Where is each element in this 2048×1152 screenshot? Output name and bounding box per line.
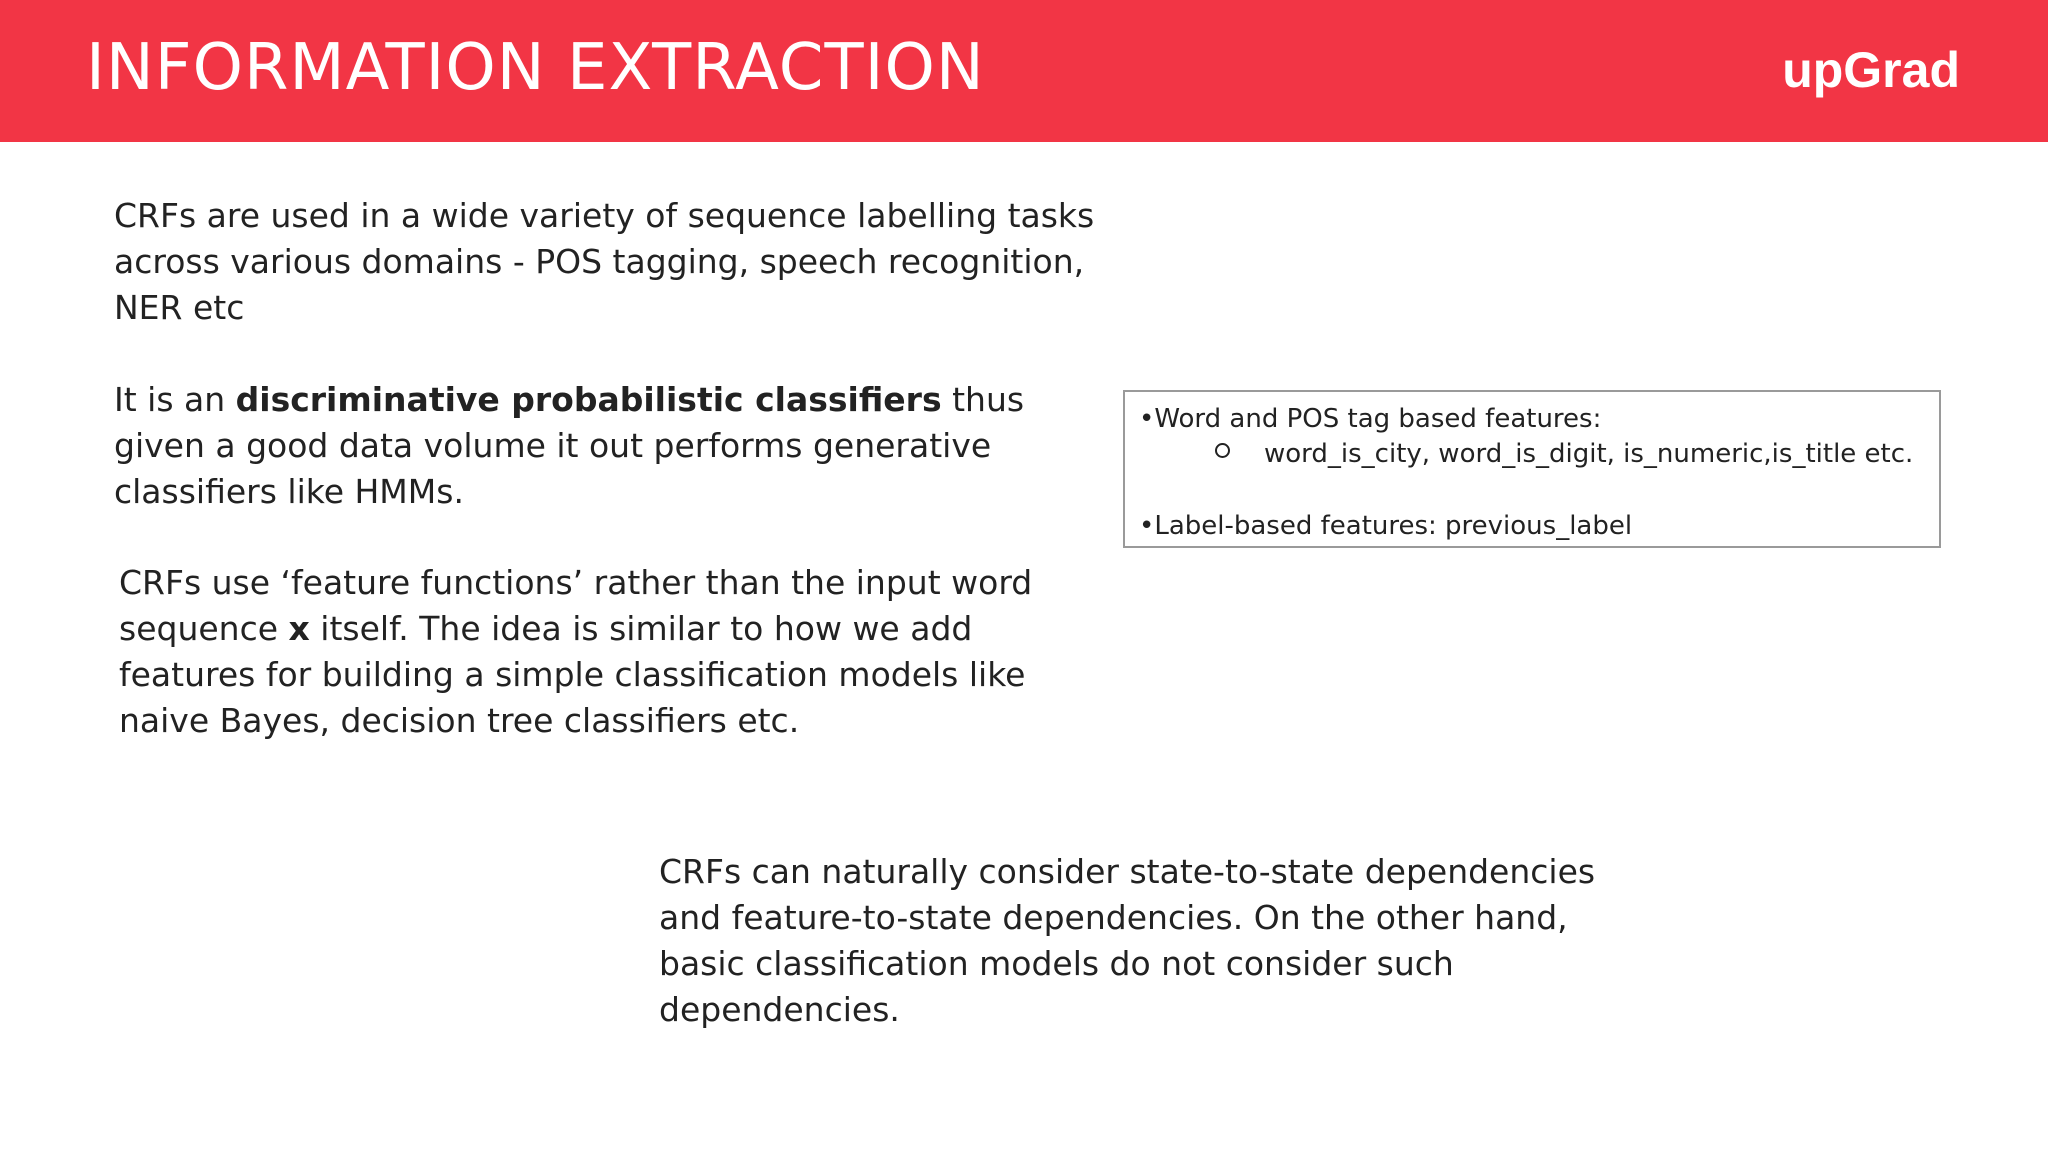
paragraph-crf-uses: CRFs are used in a wide variety of sequence labelling tasks across various domains - POS tagging, speech recognition, NER etc [114, 196, 1095, 327]
feature-box-sub-bullet [1215, 437, 1913, 471]
paragraph-discriminative [114, 377, 1114, 515]
p2-bold-term: discriminative probabilistic classifiers [235, 380, 942, 419]
feature-box-label-line: •Label-based features: previous_label [1139, 511, 1633, 541]
upgrad-logo: upGrad [1782, 42, 1960, 98]
feature-box-word-pos-line: •Word and POS tag based features: [1139, 404, 1602, 434]
paragraph-dependencies: CRFs can naturally consider state-to-state dependencies and feature-to-state dependencies. On the other hand, basic classification models do not consider such dependencies. [659, 852, 1596, 1029]
feature-examples-box [1123, 390, 1941, 548]
feature-box-sub-bullet-text: word_is_city, word_is_digit, is_numeric,is_title etc. [1264, 439, 1914, 469]
p3-bold-x: x [288, 609, 310, 648]
p2-text-after: thus given a good data volume it out performs generative classifiers like HMMs. [114, 380, 1025, 511]
p2-text-before: It is an [114, 380, 236, 419]
slide-title: INFORMATION EXTRACTION [86, 31, 985, 105]
header-bar [0, 0, 2048, 142]
paragraph-feature-functions [119, 560, 1099, 744]
p3-text-before: CRFs use ‘feature functions’ rather than the input word sequence [119, 563, 1033, 648]
p3-text-after: itself. The idea is similar to how we add features for building a simple classification models like naive Bayes, decision tree classifiers etc. [119, 609, 1026, 740]
hollow-circle-icon [1215, 443, 1230, 458]
